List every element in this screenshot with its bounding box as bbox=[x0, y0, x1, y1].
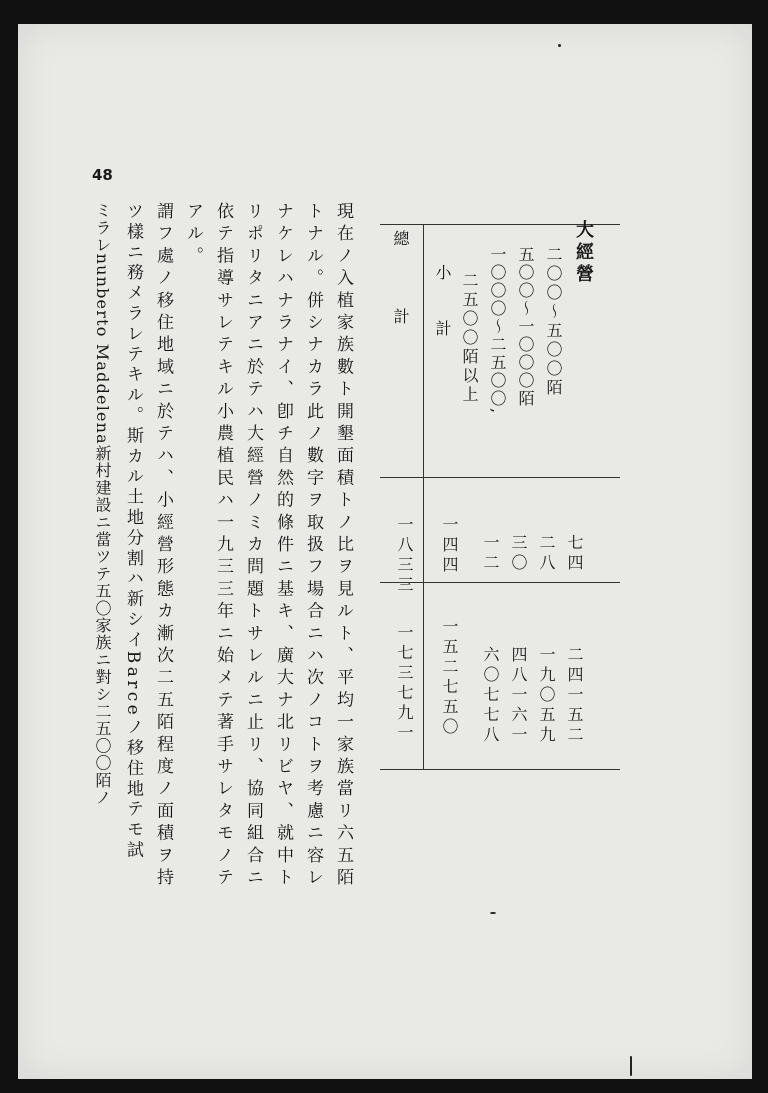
area-subtotal: 一五二七五〇 bbox=[440, 618, 459, 738]
table-header-rule bbox=[380, 477, 620, 478]
body-text-line: ツ樣ニ務メラレテキル。斯カル土地分割ハ新シイBarceノ移住地テモ試 bbox=[123, 202, 143, 861]
scan-speck bbox=[630, 1056, 632, 1076]
table-counts-rule bbox=[380, 582, 620, 583]
count-cell: 二八 bbox=[537, 534, 556, 574]
body-text-line: リポリタニアニ於テハ大經營ノミカ問題トサレルニ止リ、協同組合ニ bbox=[243, 202, 263, 891]
table-header-row: 一〇〇〇〜二五〇〇, bbox=[488, 246, 507, 416]
area-total: 一七三七九一 bbox=[395, 624, 414, 744]
body-text-line: 謂フ處ノ移住地域ニ於テハ、小經營形態カ漸次二五陌程度ノ面積ヲ持 bbox=[153, 202, 173, 891]
count-cell: 一二 bbox=[481, 534, 500, 574]
table-title: 大經營 bbox=[573, 220, 594, 286]
table-total-divider bbox=[423, 224, 424, 769]
body-text-line: トナル。併シナカラ此ノ數字ヲ取扱フ場合ニハ次ノコトヲ考慮ニ容レ bbox=[303, 202, 323, 891]
document-page bbox=[18, 24, 752, 1079]
body-text-line: 現在ノ入植家族數ト開墾面積トノ比ヲ見ルト、平均一家族當リ六五陌 bbox=[333, 202, 353, 891]
table-total-label: 總 計 bbox=[391, 230, 410, 334]
scan-speck bbox=[490, 912, 496, 914]
table-bottom-rule bbox=[380, 769, 620, 770]
body-text-line: アル。 bbox=[183, 202, 203, 269]
count-subtotal: 一四四 bbox=[440, 516, 459, 576]
body-text-line: ナケレハナラナイ、卽チ自然的條件ニ基キ、廣大ナ北リビヤ、就中ト bbox=[273, 202, 293, 891]
page-number: 48 bbox=[92, 166, 113, 184]
count-total: 一八三三 bbox=[395, 516, 414, 596]
table-header-row: 二〇〇〜五〇〇陌 bbox=[544, 246, 563, 398]
body-text-line: 依テ指導サレテキル小農植民ハ一九三三年ニ始メテ著手サレタモノテ bbox=[213, 202, 233, 891]
body-text-line: ミラレnunberto Maddelena新村建設ニ當ツテ五〇家族ニ對シ二五〇〇陌ノ bbox=[93, 202, 112, 807]
area-cell: 一九〇五九 bbox=[537, 646, 556, 746]
table-header-row: 二五〇〇陌以上 bbox=[460, 272, 479, 405]
count-cell: 七四 bbox=[565, 534, 584, 574]
scan-speck bbox=[558, 44, 561, 47]
count-cell: 三〇 bbox=[509, 534, 528, 574]
area-cell: 六〇七七八 bbox=[481, 646, 500, 746]
table-header-row: 五〇〇〜一〇〇〇陌 bbox=[516, 246, 535, 408]
area-cell: 二四一五二 bbox=[565, 646, 584, 746]
table-subtotal-label: 小 計 bbox=[433, 264, 452, 348]
area-cell: 四八一六一 bbox=[509, 646, 528, 746]
